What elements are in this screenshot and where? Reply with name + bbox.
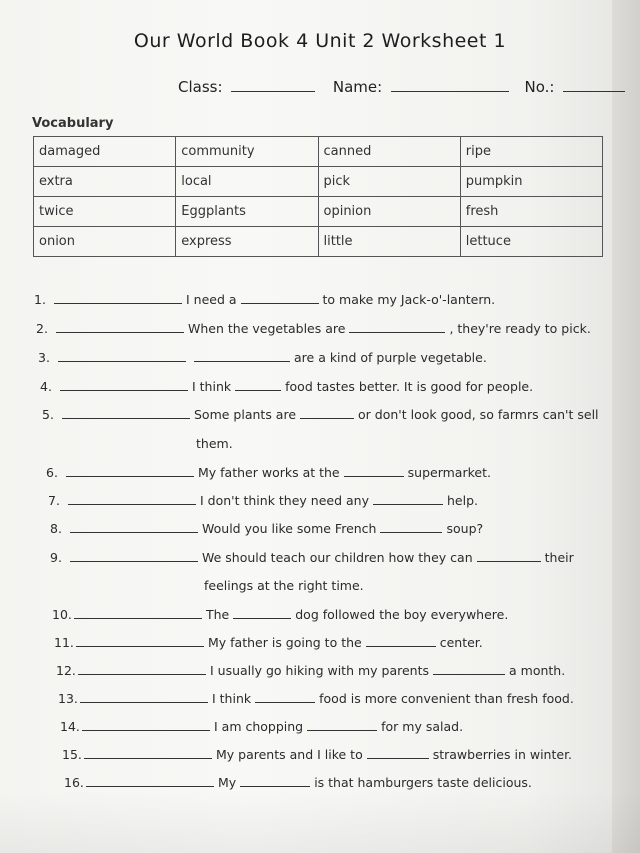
question-number: 13. [58, 691, 78, 706]
question-item [50, 550, 574, 565]
question-item [54, 635, 483, 650]
vocabulary-word: damaged [34, 137, 176, 167]
question-number: 11. [54, 635, 74, 650]
question-continuation: them. [196, 436, 233, 451]
vocabulary-word: express [176, 227, 318, 257]
underlying-page-edge [612, 0, 640, 853]
answer-blank[interactable] [68, 493, 196, 505]
question-text: The [206, 607, 230, 622]
question-item [58, 691, 574, 706]
fill-blank[interactable] [433, 663, 505, 675]
answer-blank[interactable] [56, 321, 184, 333]
question-item [46, 465, 491, 480]
fill-blank[interactable] [344, 465, 404, 477]
question-item [36, 321, 591, 336]
question-number: 9. [50, 550, 62, 565]
answer-blank[interactable] [78, 663, 206, 675]
vocabulary-row [34, 227, 603, 257]
question-text: food tastes better. It is good for people. [285, 379, 534, 394]
answer-blank[interactable] [82, 719, 210, 731]
question-text: is that hamburgers taste delicious. [314, 775, 532, 790]
answer-blank[interactable] [80, 691, 208, 703]
fill-blank[interactable] [367, 747, 429, 759]
vocabulary-word: onion [34, 227, 176, 257]
answer-blank[interactable] [58, 350, 186, 362]
fill-blank[interactable] [241, 292, 319, 304]
vocabulary-word: extra [34, 167, 176, 197]
fill-blank[interactable] [477, 550, 541, 562]
name-label: Name: [332, 78, 383, 96]
answer-blank[interactable] [76, 635, 204, 647]
vocabulary-word: canned [318, 137, 460, 167]
question-item [52, 607, 508, 622]
question-text: are a kind of purple vegetable. [294, 350, 487, 365]
question-item [56, 663, 565, 678]
vocabulary-heading: Vocabulary [32, 116, 114, 131]
question-item [38, 350, 487, 365]
answer-blank[interactable] [62, 407, 190, 419]
answer-blank[interactable] [66, 465, 194, 477]
answer-blank[interactable] [70, 550, 198, 562]
question-number: 5. [42, 407, 54, 422]
question-number: 3. [38, 350, 50, 365]
question-item [64, 775, 532, 790]
worksheet-title: Our World Book 4 Unit 2 Worksheet 1 [133, 30, 507, 52]
vocabulary-word: pumpkin [460, 167, 602, 197]
question-number: 8. [50, 521, 62, 536]
question-item [42, 407, 599, 422]
vocabulary-row [34, 197, 603, 227]
no-label: No.: [524, 78, 555, 96]
question-text: for my salad. [381, 719, 464, 734]
question-text: help. [446, 493, 478, 508]
question-text: soup? [446, 521, 484, 536]
question-text: strawberries in winter. [432, 747, 573, 762]
answer-blank[interactable] [84, 747, 212, 759]
fill-blank[interactable] [380, 521, 442, 533]
question-text: food is more convenient than fresh food. [319, 691, 574, 706]
question-number: 14. [60, 719, 80, 734]
answer-blank[interactable] [70, 521, 198, 533]
question-item [40, 379, 533, 394]
vocabulary-word: pick [318, 167, 460, 197]
question-number: 12. [56, 663, 76, 678]
question-item [50, 521, 483, 536]
fill-blank[interactable] [194, 350, 290, 362]
question-text: My parents and I like to [216, 747, 363, 762]
question-continuation: feelings at the right time. [204, 578, 364, 593]
question-text: I think [192, 379, 232, 394]
question-number: 10. [52, 607, 72, 622]
question-text: I think [212, 691, 252, 706]
question-text: I don't think they need any [200, 493, 369, 508]
question-text: their [544, 550, 574, 565]
vocabulary-word: little [318, 227, 460, 257]
question-number: 2. [36, 321, 48, 336]
question-number: 4. [40, 379, 52, 394]
name-blank [391, 76, 509, 92]
vocabulary-word: local [176, 167, 318, 197]
question-text: I usually go hiking with my parents [210, 663, 430, 678]
fill-blank[interactable] [300, 407, 354, 419]
fill-blank[interactable] [233, 607, 291, 619]
vocabulary-row [34, 167, 603, 197]
question-text: to make my Jack-o'-lantern. [322, 292, 496, 307]
fill-blank[interactable] [235, 379, 281, 391]
question-text: supermarket. [407, 465, 491, 480]
vocabulary-word: twice [34, 197, 176, 227]
question-text: a month. [509, 663, 566, 678]
question-text: dog followed the boy everywhere. [295, 607, 509, 622]
question-text: My father works at the [198, 465, 340, 480]
fill-blank[interactable] [349, 321, 445, 333]
question-text: or don't look good, so farmrs can't sell [358, 407, 599, 422]
no-blank [563, 76, 625, 92]
question-text: My father is going to the [208, 635, 362, 650]
class-label: Class: [178, 78, 223, 96]
vocabulary-word: community [176, 137, 318, 167]
answer-blank[interactable] [54, 292, 182, 304]
question-number: 1. [34, 292, 46, 307]
class-blank [231, 76, 315, 92]
question-number: 16. [64, 775, 84, 790]
shadow [0, 790, 640, 853]
answer-blank[interactable] [74, 607, 202, 619]
answer-blank[interactable] [60, 379, 188, 391]
question-number: 6. [46, 465, 58, 480]
fill-blank[interactable] [373, 493, 443, 505]
question-item [34, 292, 495, 307]
question-text: Some plants are [194, 407, 297, 422]
question-text: center. [439, 635, 483, 650]
question-text: I am chopping [214, 719, 304, 734]
question-text: We should teach our children how they can [202, 550, 473, 565]
student-info-line [178, 76, 629, 96]
question-number: 7. [48, 493, 60, 508]
vocabulary-word: fresh [460, 197, 602, 227]
vocabulary-row [34, 137, 603, 167]
question-text: Would you like some French [202, 521, 377, 536]
question-text: When the vegetables are [188, 321, 346, 336]
question-item [62, 747, 572, 762]
question-text: I need a [186, 292, 237, 307]
vocabulary-word: opinion [318, 197, 460, 227]
question-number: 15. [62, 747, 82, 762]
fill-blank[interactable] [240, 775, 310, 787]
question-text: , they're ready to pick. [449, 321, 591, 336]
answer-blank[interactable] [86, 775, 214, 787]
fill-blank[interactable] [255, 691, 315, 703]
vocabulary-word: Eggplants [176, 197, 318, 227]
question-item [48, 493, 478, 508]
vocabulary-table [33, 136, 603, 257]
vocabulary-word: ripe [460, 137, 602, 167]
fill-blank[interactable] [307, 719, 377, 731]
question-item [60, 719, 463, 734]
question-text: My [218, 775, 237, 790]
vocabulary-word: lettuce [460, 227, 602, 257]
fill-blank[interactable] [366, 635, 436, 647]
